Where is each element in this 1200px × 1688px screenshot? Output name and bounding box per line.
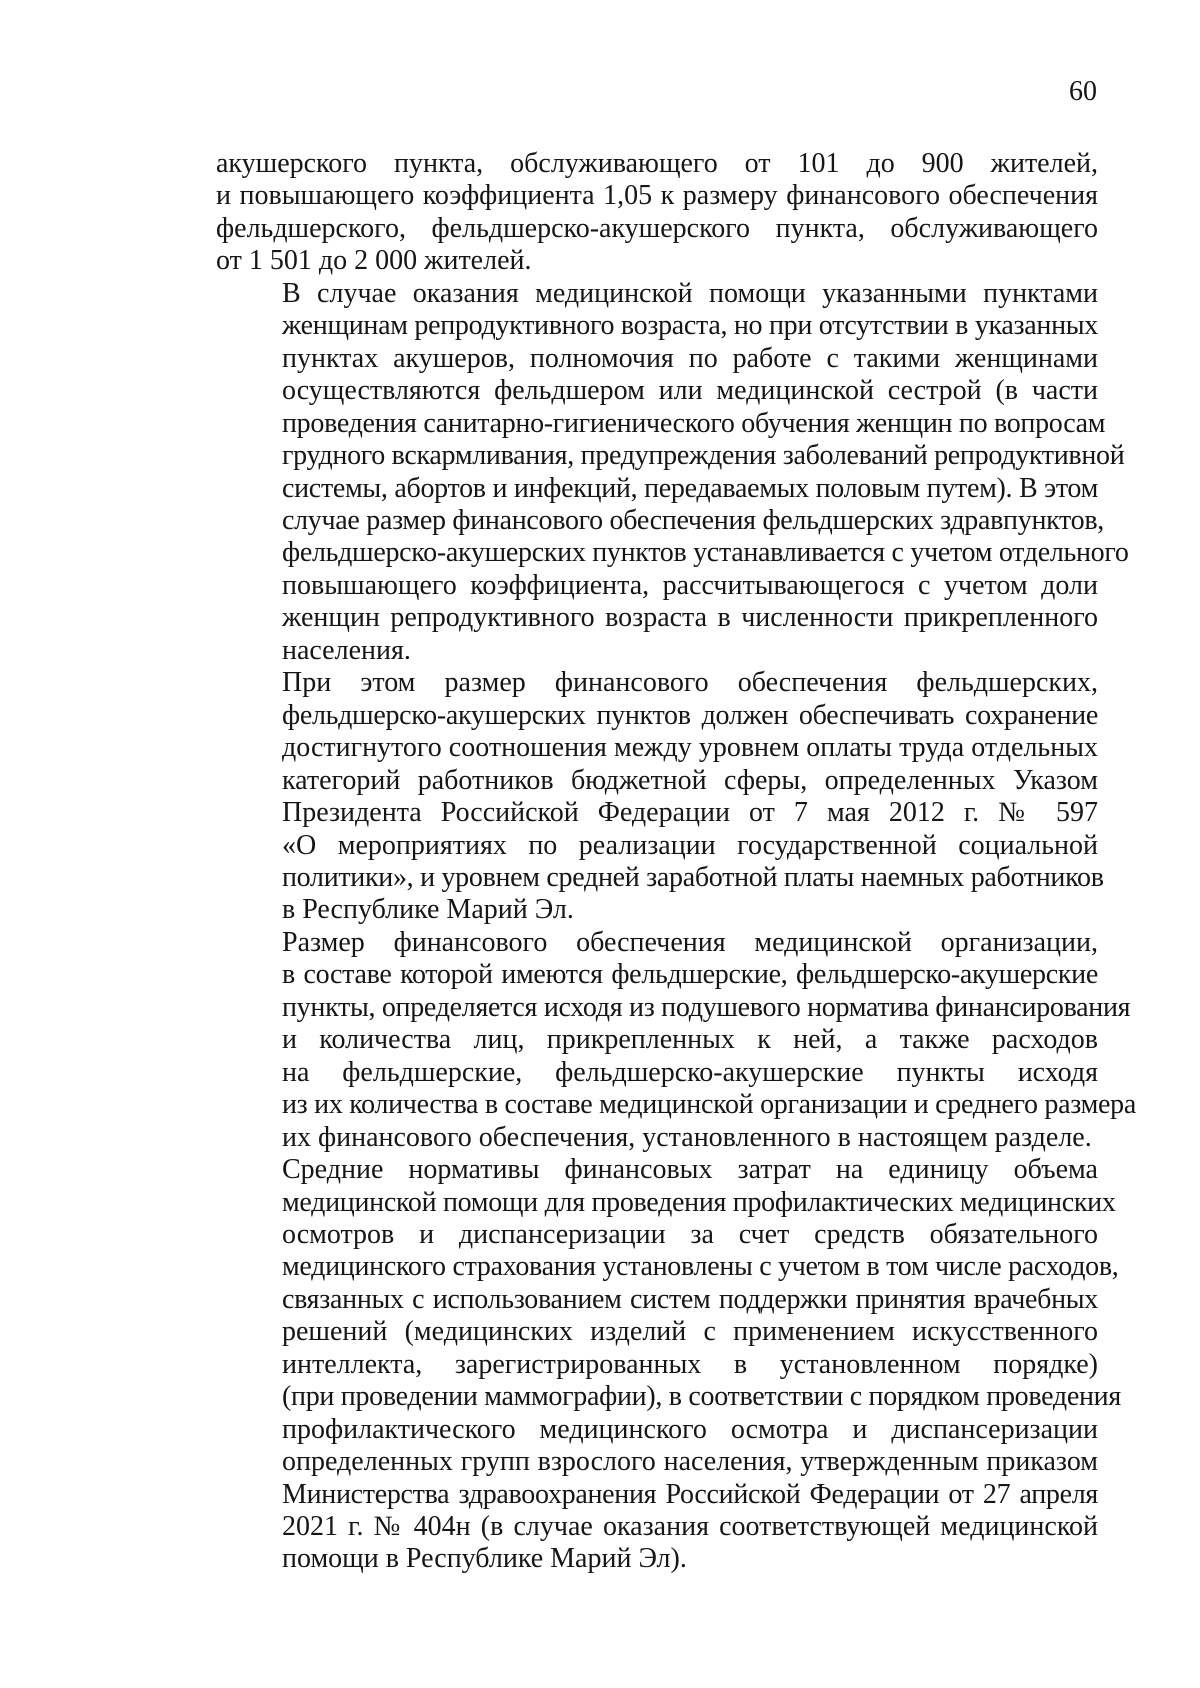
text-line: системы, абортов и инфекций, передаваемых половым путем). В этом: [282, 472, 1098, 504]
text-line: «О мероприятиях по реализации государственной социальной: [282, 829, 1098, 861]
text-line: 2021 г. № 404н (в случае оказания соответствующей медицинской: [282, 1511, 1098, 1543]
text-line: медицинского страхования установлены с учетом в том числе расходов,: [282, 1251, 1119, 1283]
text-line: интеллекта, зарегистрированных в установленном порядке): [282, 1348, 1098, 1380]
text-line: политики», и уровнем средней заработной платы наемных работников: [282, 861, 1104, 893]
text-line: пунктах акушеров, полномочия по работе с такими женщинами: [282, 342, 1098, 374]
text-line: профилактического медицинского осмотра и диспансеризации: [282, 1413, 1098, 1445]
text-line: акушерского пункта, обслуживающего от 101 до 900 жителей,: [216, 148, 1098, 179]
text-line: определенных групп взрослого населения, утвержденным приказом: [282, 1446, 1098, 1478]
text-line: от 1 501 до 2 000 жителей.: [216, 245, 532, 277]
text-line: (при проведении маммографии), в соответствии с порядком проведения: [282, 1381, 1121, 1413]
text-line: связанных с использованием систем поддержки принятия врачебных: [282, 1283, 1098, 1315]
text-line: на фельдшерские, фельдшерско-акушерские пункты исходя: [282, 1056, 1098, 1088]
text-line: пункты, определяется исходя из подушевого норматива финансирования: [282, 991, 1131, 1023]
text-line: фельдшерского, фельдшерско-акушерского пункта, обслуживающего: [216, 212, 1098, 244]
text-line: проведения санитарно-гигиенического обучения женщин по вопросам: [282, 407, 1106, 439]
text-line: достигнутого соотношения между уровнем оплаты труда отдельных: [282, 732, 1098, 764]
text-line: и повышающего коэффициента 1,05 к размеру финансового обеспечения: [216, 180, 1098, 212]
text-line: медицинской помощи для проведения профилактических медицинских: [282, 1186, 1116, 1218]
text-line: осуществляются фельдшером или медицинской сестрой (в части: [282, 375, 1098, 407]
text-line: фельдшерско-акушерских пунктов устанавливается с учетом отдельного: [282, 537, 1129, 569]
text-line: их финансового обеспечения, установленного в настоящем разделе.: [282, 1121, 1092, 1153]
text-line: в Республике Марий Эл.: [282, 894, 574, 926]
paragraph: [216, 277, 1129, 667]
text-line: женщин репродуктивного возраста в численности прикрепленного: [282, 602, 1098, 634]
text-line: Средние нормативы финансовых затрат на единицу объема: [282, 1154, 1098, 1186]
text-line: грудного вскармливания, предупреждения заболеваний репродуктивной: [282, 440, 1125, 472]
paragraph: [216, 1154, 1121, 1576]
text-line: Размер финансового обеспечения медицинской организации,: [282, 926, 1098, 958]
text-line: из их количества в составе медицинской организации и среднего размера: [282, 1089, 1136, 1121]
text-line: В случае оказания медицинской помощи указанными пунктами: [282, 277, 1098, 309]
text-line: и количества лиц, прикрепленных к ней, а также расходов: [282, 1024, 1098, 1056]
document-body: [216, 148, 1136, 1576]
text-line: женщинам репродуктивного возраста, но при отсутствии в указанных: [282, 310, 1098, 342]
text-line: категорий работников бюджетной сферы, определенных Указом: [282, 764, 1098, 796]
text-line: случае размер финансового обеспечения фельдшерских здравпунктов,: [282, 504, 1104, 536]
text-line: Министерства здравоохранения Российской Федерации от 27 апреля: [282, 1478, 1098, 1510]
text-line: населения.: [282, 634, 411, 666]
page-number: 60: [1069, 76, 1097, 107]
text-line: повышающего коэффициента, рассчитывающегося с учетом доли: [282, 569, 1098, 601]
paragraph: [216, 148, 1098, 278]
text-line: осмотров и диспансеризации за счет средств обязательного: [282, 1218, 1098, 1250]
text-line: решений (медицинских изделий с применением искусственного: [282, 1316, 1098, 1348]
text-line: фельдшерско-акушерских пунктов должен обеспечивать сохранение: [282, 699, 1098, 731]
text-line: помощи в Республике Марий Эл).: [282, 1543, 687, 1575]
paragraph: [216, 667, 1104, 927]
text-line: Президента Российской Федерации от 7 мая 2012 г. № 597: [282, 797, 1098, 829]
paragraph: [216, 926, 1136, 1154]
text-line: При этом размер финансового обеспечения фельдшерских,: [282, 667, 1098, 699]
text-line: в составе которой имеются фельдшерские, фельдшерско-акушерские: [282, 959, 1098, 991]
